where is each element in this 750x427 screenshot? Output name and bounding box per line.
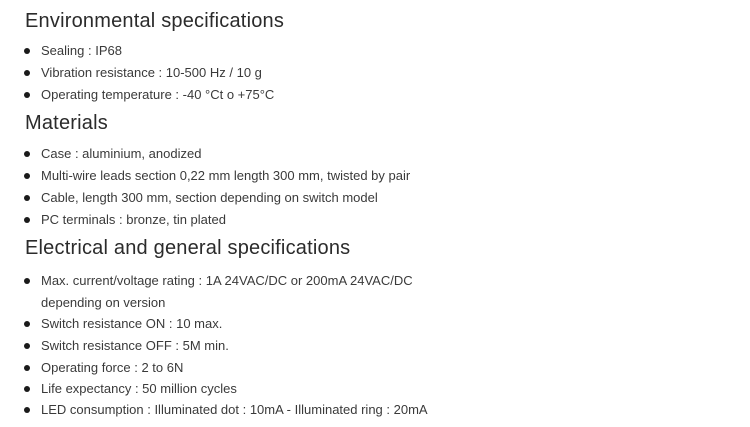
bullet-icon <box>24 365 30 371</box>
bullet-icon <box>24 407 30 413</box>
bullet-icon <box>24 343 30 349</box>
bullet-icon <box>24 278 30 284</box>
section-title-environmental: Environmental specifications <box>25 10 285 32</box>
list-item-text: Max. current/voltage rating : 1A 24VAC/DC or 200mA 24VAC/DC <box>41 273 413 288</box>
bullet-icon <box>24 217 30 223</box>
bullet-icon <box>24 48 30 54</box>
bullet-icon <box>24 195 30 201</box>
list-item-text: Operating force : 2 to 6N <box>41 360 184 375</box>
list-item-text: Switch resistance ON : 10 max. <box>41 316 223 331</box>
bullet-icon <box>24 321 30 327</box>
list-item-text: Sealing : IP68 <box>41 43 122 58</box>
list-item-text: LED consumption : Illuminated dot : 10mA - Illuminated ring : 20mA <box>41 402 428 417</box>
section-title-materials: Materials <box>25 112 108 134</box>
list-item-text: Switch resistance OFF : 5M min. <box>41 338 229 353</box>
section-title-electrical: Electrical and general specifications <box>25 237 351 259</box>
list-item-text: Cable, length 300 mm, section depending on switch model <box>41 190 378 205</box>
list-item-text: Operating temperature : -40 °Ct o +75°C <box>41 87 275 102</box>
list-item-text: Case : aluminium, anodized <box>41 146 202 161</box>
list-item-text: Multi-wire leads section 0,22 mm length 300 mm, twisted by pair <box>41 168 411 183</box>
list-item-text-continued: depending on version <box>41 295 166 310</box>
list-item-text: Vibration resistance : 10-500 Hz / 10 g <box>41 65 262 80</box>
bullet-icon <box>24 386 30 392</box>
bullet-icon <box>24 151 30 157</box>
bullet-icon <box>24 70 30 76</box>
bullet-icon <box>24 173 30 179</box>
bullet-icon <box>24 92 30 98</box>
list-item-text: PC terminals : bronze, tin plated <box>41 212 226 227</box>
list-item-text: Life expectancy : 50 million cycles <box>41 381 237 396</box>
